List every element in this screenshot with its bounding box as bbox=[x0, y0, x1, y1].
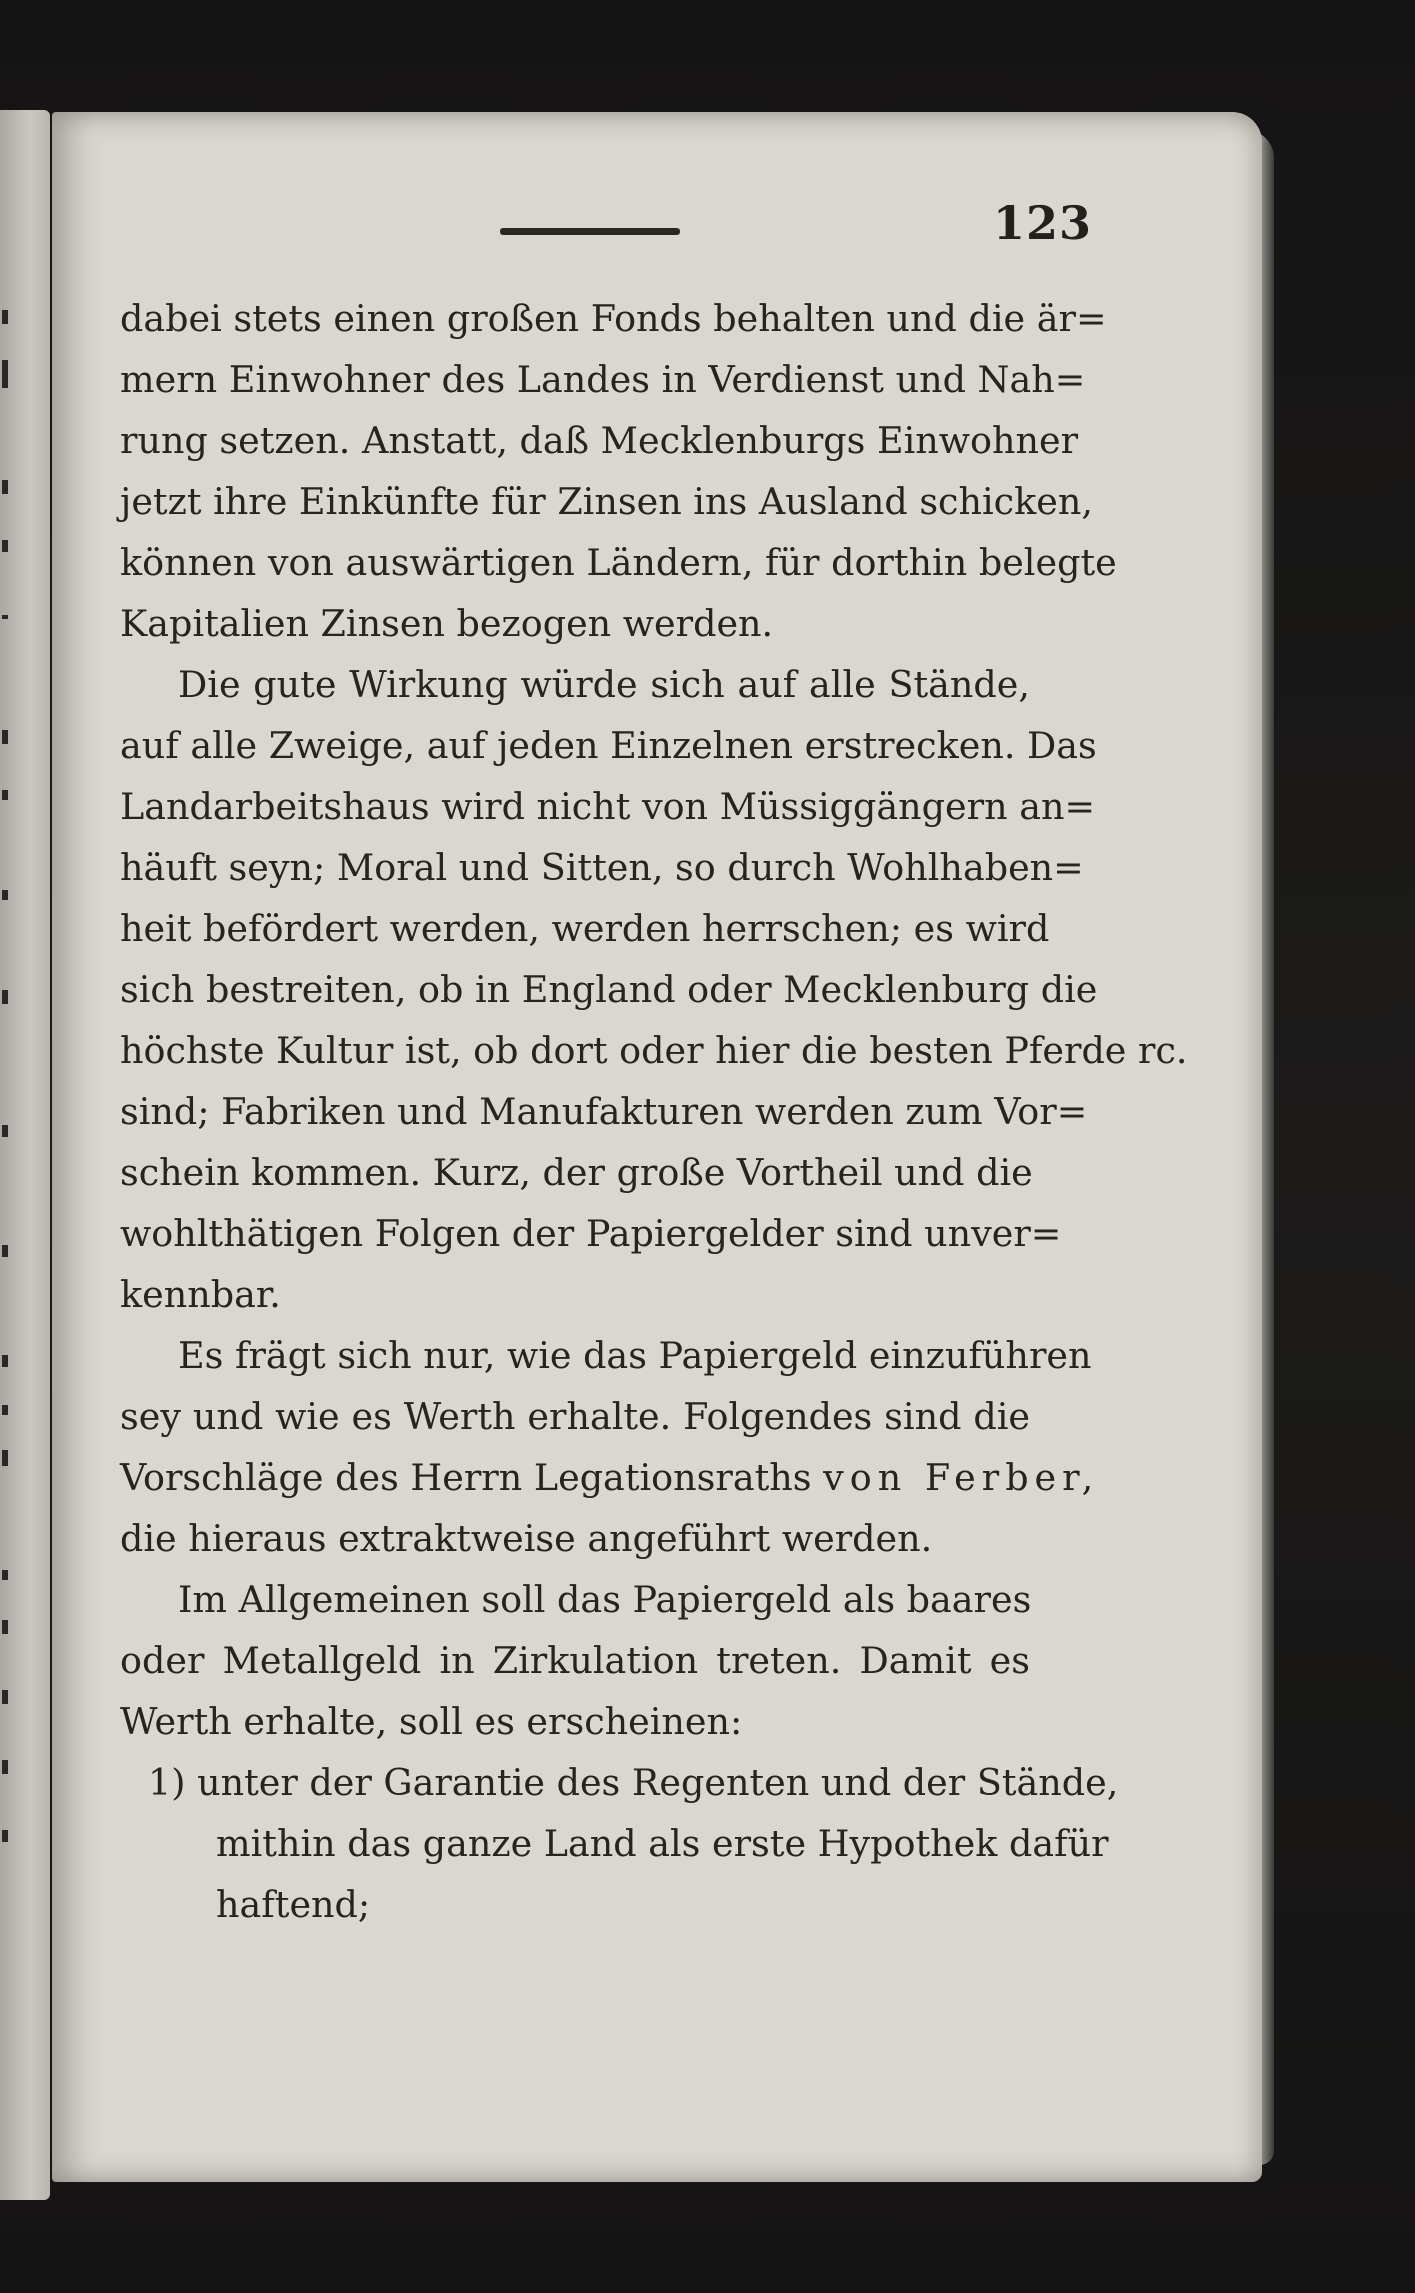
text-line: Landarbeitshaus wird nicht von Müssiggängern an= bbox=[120, 785, 1096, 828]
text-line: Kapitalien Zinsen bezogen werden. bbox=[120, 602, 774, 645]
text-line: können von auswärtigen Ländern, für dorthin belegte bbox=[120, 541, 1117, 584]
text-line: häuft seyn; Moral und Sitten, so durch Wohlhaben= bbox=[120, 846, 1084, 889]
spaced-name: von Ferber, bbox=[823, 1456, 1100, 1499]
text-line: oder Metallgeld in Zirkulation treten. Damit es bbox=[120, 1639, 1030, 1682]
text-line: mern Einwohner des Landes in Verdienst und Nah= bbox=[120, 358, 1086, 401]
page-header bbox=[52, 112, 1262, 250]
list-item-line: 1) unter der Garantie des Regenten und der Stände, bbox=[148, 1761, 1119, 1804]
paragraph-first-line: Die gute Wirkung würde sich auf alle Stände, bbox=[178, 663, 1030, 706]
text-line: heit befördert werden, werden herrschen; es wird bbox=[120, 907, 1050, 950]
text-line: Werth erhalte, soll es erscheinen: bbox=[120, 1700, 743, 1743]
text-line: schein kommen. Kurz, der große Vortheil und die bbox=[120, 1151, 1033, 1194]
page-body-text bbox=[120, 288, 1188, 1935]
text-line: sind; Fabriken und Manufakturen werden zum Vor= bbox=[120, 1090, 1088, 1133]
text-line: die hieraus extraktweise angeführt werden. bbox=[120, 1517, 933, 1560]
header-ornament-rule bbox=[500, 228, 680, 235]
text-segment: Vorschläge des Herrn Legationsraths bbox=[120, 1456, 812, 1499]
paragraph-first-line: Es frägt sich nur, wie das Papiergeld einzuführen bbox=[178, 1334, 1092, 1377]
text-line: dabei stets einen großen Fonds behalten und die är= bbox=[120, 297, 1107, 340]
text-line: sich bestreiten, ob in England oder Mecklenburg die bbox=[120, 968, 1098, 1011]
text-line: kennbar. bbox=[120, 1273, 281, 1316]
text-line: auf alle Zweige, auf jeden Einzelnen erstrecken. Das bbox=[120, 724, 1097, 767]
previous-page-edge bbox=[0, 110, 50, 2200]
text-line: jetzt ihre Einkünfte für Zinsen ins Ausland schicken, bbox=[120, 480, 1093, 523]
page-number: 123 bbox=[992, 196, 1092, 250]
text-line-with-name bbox=[120, 1447, 1100, 1508]
text-line: wohlthätigen Folgen der Papiergelder sind unver= bbox=[120, 1212, 1062, 1255]
list-item-line: haftend; bbox=[216, 1883, 371, 1926]
text-line: rung setzen. Anstatt, daß Mecklenburgs Einwohner bbox=[120, 419, 1079, 462]
text-line: sey und wie es Werth erhalte. Folgendes sind die bbox=[120, 1395, 1030, 1438]
text-line: höchste Kultur ist, ob dort oder hier die besten Pferde rc. bbox=[120, 1029, 1188, 1072]
paragraph-first-line: Im Allgemeinen soll das Papiergeld als baares bbox=[178, 1578, 1032, 1621]
list-item-line: mithin das ganze Land als erste Hypothek dafür bbox=[216, 1822, 1109, 1865]
